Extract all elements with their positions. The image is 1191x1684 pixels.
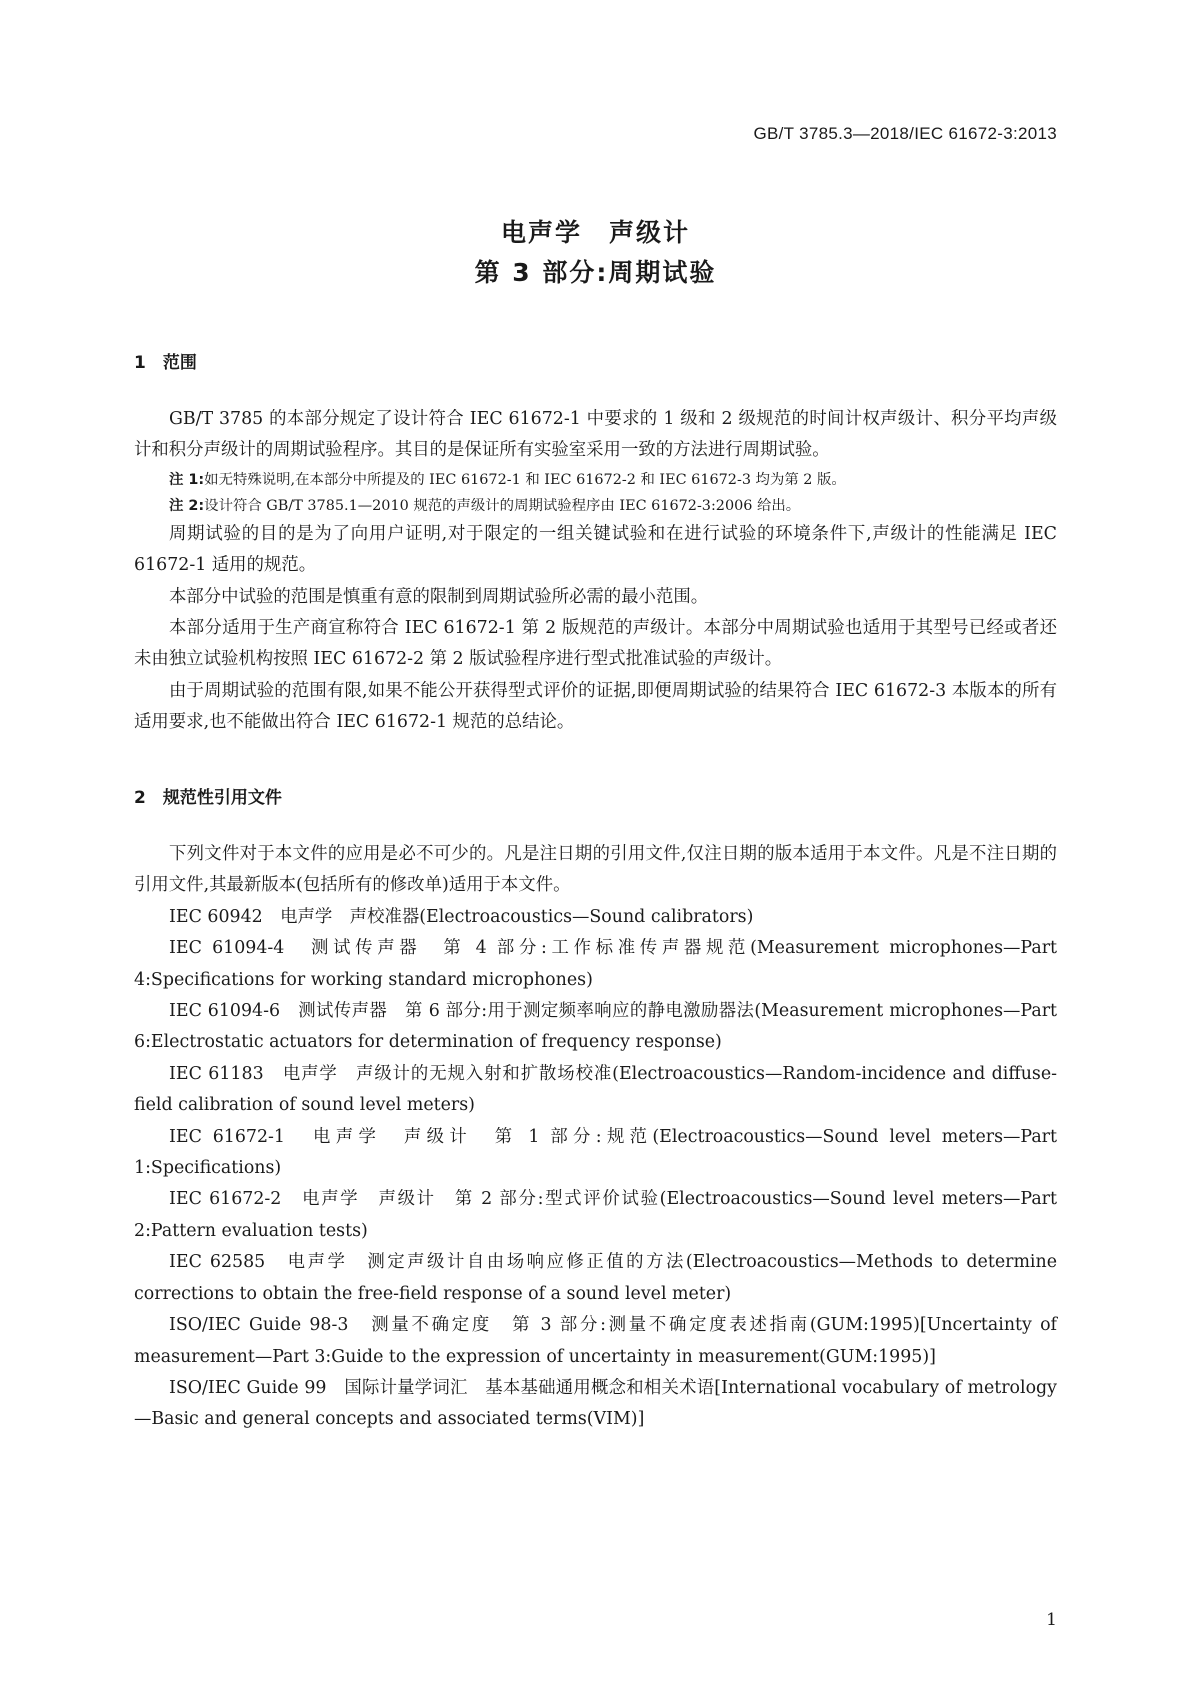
reference-item: IEC 60942 电声学 声校准器(Electroacoustics—Sound calibrators) bbox=[169, 906, 754, 927]
section-2-body bbox=[134, 839, 1057, 1436]
paragraph: 本部分适用于生产商宣称符合 IEC 61672-1 第 2 版规范的声级计。本部分中周期试验也适用于其型号已经或者还未由独立试验机构按照 IEC 61672-2 第 2 版试验程序进行型式批准试验的声级计。 bbox=[134, 618, 1057, 670]
reference-item: IEC 61094-6 测试传声器 第 6 部分:用于测定频率响应的静电激励器法(Measurement microphones—Part 6:Electrostatic actuators for determination of frequency response) bbox=[134, 1001, 1057, 1053]
document-title-line1: 电声学 声级计 bbox=[500, 218, 690, 247]
reference-item: ISO/IEC Guide 99 国际计量学词汇 基本基础通用概念和相关术语[International vocabulary of metrology—Basic and general concepts and associated terms(VIM)] bbox=[134, 1377, 1057, 1430]
paragraph: 由于周期试验的范围有限,如果不能公开获得型式评价的证据,即便周期试验的结果符合 IEC 61672-3 本版本的所有适用要求,也不能做出符合 IEC 61672-1 规范的总结论。 bbox=[134, 680, 1057, 733]
note-text: 设计符合 GB/T 3785.1—2010 规范的声级计的周期试验程序由 IEC 61672-3:2006 给出。 bbox=[204, 497, 801, 514]
reference-item: IEC 61183 电声学 声级计的无规入射和扩散场校准(Electroacoustics—Random-incidence and diffuse-field calibration of sound level meters) bbox=[134, 1063, 1057, 1116]
note-2 bbox=[134, 493, 1057, 519]
note-label: 注 1: bbox=[169, 471, 205, 488]
section-1-heading: 1 范围 bbox=[134, 353, 197, 373]
standard-number: GB/T 3785.3—2018/IEC 61672-3:2013 bbox=[753, 124, 1057, 143]
section-2-heading: 2 规范性引用文件 bbox=[134, 788, 282, 808]
note-text: 如无特殊说明,在本部分中所提及的 IEC 61672-1 和 IEC 61672-2 和 IEC 61672-3 均为第 2 版。 bbox=[204, 471, 846, 488]
paragraph: 下列文件对于本文件的应用是必不可少的。凡是注日期的引用文件,仅注日期的版本适用于本文件。凡是不注日期的引用文件,其最新版本(包括所有的修改单)适用于本文件。 bbox=[134, 844, 1057, 896]
paragraph: 周期试验的目的是为了向用户证明,对于限定的一组关键试验和在进行试验的环境条件下,声级计的性能满足 IEC 61672-1 适用的规范。 bbox=[134, 523, 1057, 576]
reference-item: IEC 61672-1 电声学 声级计 第 1 部分:规范(Electroacoustics—Sound level meters—Part 1:Specifications) bbox=[134, 1126, 1057, 1179]
reference-item: IEC 62585 电声学 测定声级计自由场响应修正值的方法(Electroacoustics—Methods to determine corrections to obtain the free-field response of a sound level meter) bbox=[134, 1252, 1057, 1304]
document-title-line2: 第 3 部分:周期试验 bbox=[474, 258, 717, 287]
reference-item: ISO/IEC Guide 98-3 测量不确定度 第 3 部分:测量不确定度表述指南(GUM:1995)[Uncertainty of measurement—Part 3:Guide to the expression of uncertainty in measurement(GUM:1995)] bbox=[134, 1315, 1057, 1367]
section-1-body bbox=[134, 404, 1057, 739]
paragraph: GB/T 3785 的本部分规定了设计符合 IEC 61672-1 中要求的 1 级和 2 级规范的时间计权声级计、积分平均声级计和积分声级计的周期试验程序。其目的是保证所有实验室采用一致的方法进行周期试验。 bbox=[134, 409, 1057, 461]
reference-item: IEC 61094-4 测试传声器 第 4 部分:工作标准传声器规范(Measurement microphones—Part 4:Specifications for working standard microphones) bbox=[134, 938, 1057, 990]
note-1 bbox=[134, 467, 1057, 493]
page-number: 1 bbox=[1046, 1610, 1057, 1630]
reference-item: IEC 61672-2 电声学 声级计 第 2 部分:型式评价试验(Electroacoustics—Sound level meters—Part 2:Pattern evaluation tests) bbox=[134, 1189, 1057, 1241]
paragraph: 本部分中试验的范围是慎重有意的限制到周期试验所必需的最小范围。 bbox=[169, 586, 709, 607]
note-label: 注 2: bbox=[169, 497, 205, 514]
